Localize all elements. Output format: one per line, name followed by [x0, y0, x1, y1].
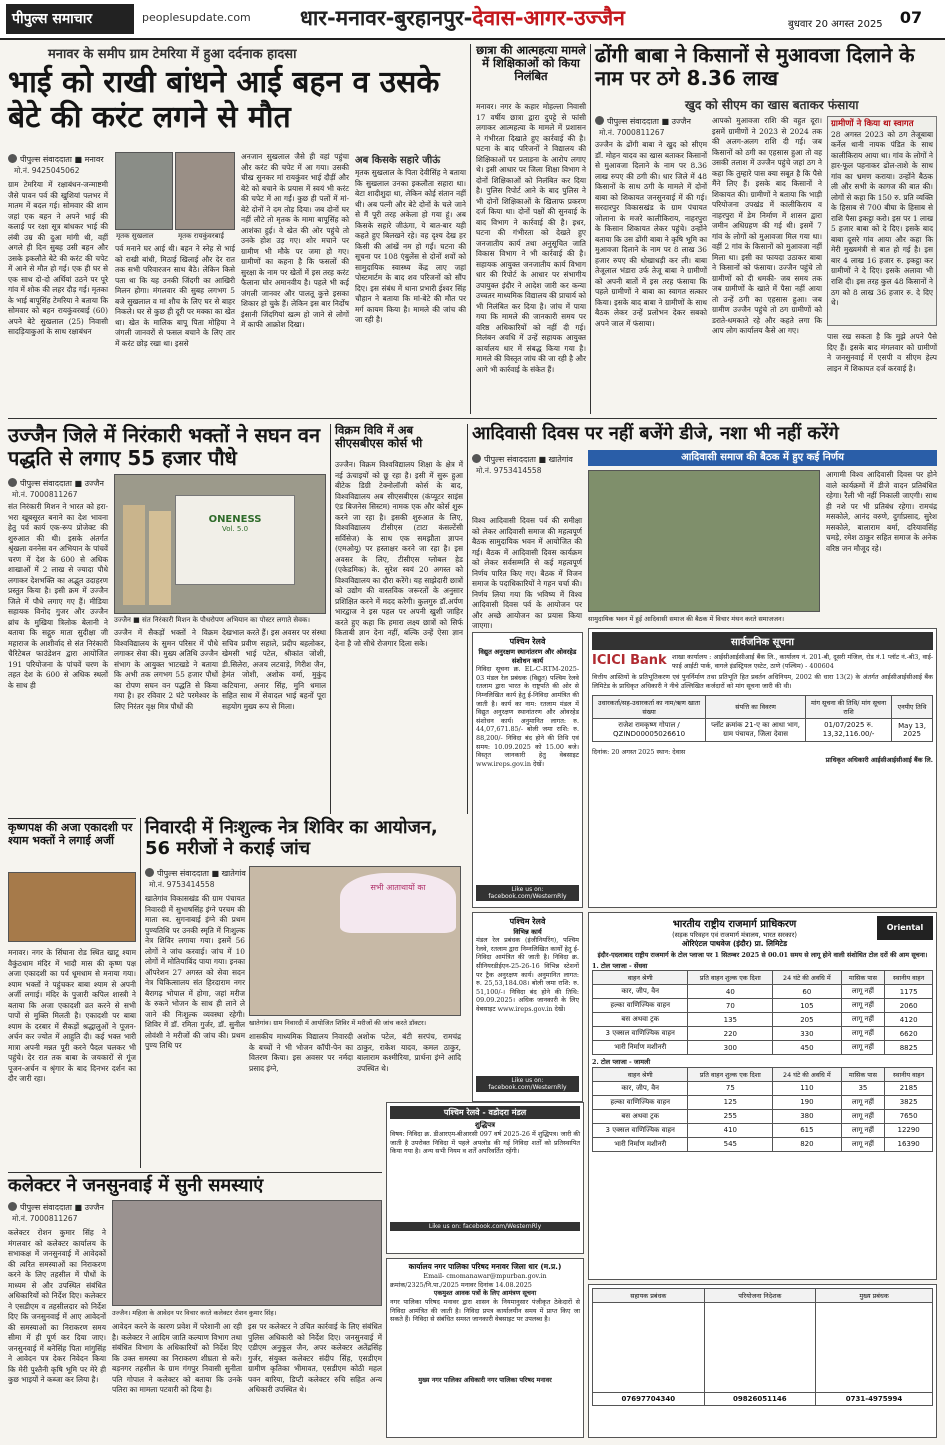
ministry: (सड़क परिवहन एवं राजमार्ग मंत्रालय, भारत सरकार)	[672, 931, 797, 939]
byline: पीपुल्स संवाददाता ■ उज्जैन	[8, 1202, 104, 1213]
story-body: मनावर। नगर के सिंघाना रोड स्थित खाटू श्याम वैकुंठधाम मंदिर में भादौ मास की कृष्ण पक्ष अजा एकादशी का पर्व धूमधाम से मनाया गया। श्याम भक्तों ने पहुंचकर बाबा श्याम से अपनी अर्जी लगाई। मंदिर के पुजारी कपिल शास्त्री ने बताया कि अजा एकादशी व्रत करने से सभी पापों से मुक्ति मिलती है। एकादशी पर बाबा श्याम के दरबार में सैकड़ों श्रद्धालुओं ने पूजन-अर्चन कर ज्योत में आहुति दी। कई भक्त भारी मात्रा अपनी मन्नत पूरी करने पैदल चलकर भी पहुंचे। देर रात तक बाबा के जयकारों से गूंज पूजन-अर्चन व श्रृंगार के बाद दिनभर दर्शन का दौर जारी रहा।	[8, 948, 136, 1084]
table-cell: 8825	[885, 1041, 933, 1055]
notice-body: वित्तीय आस्तियों के प्रतिभूतिकरण एवं पुनर्निर्माण तथा प्रतिभूति हित प्रवर्तन अधिनियम, 2002 की धारा 13(2) के अंतर्गत आईसीआईसीआई बैंक लिमिटेड के प्राधिकृत अधिकारी ने नीचे उल्लिखित कर्जदारों को मांग सूचना जारी की थी।	[592, 673, 933, 690]
hearing-photo	[112, 1200, 382, 1306]
photo-caption: उज्जैन। महिला के आवेदन पर विचार करते कलेक्टर रोशन कुमार सिंह।	[112, 1309, 277, 1317]
contact-phone[interactable]: 0731-4975994	[816, 1393, 933, 1406]
person-figure	[149, 511, 171, 605]
ad-nhai-toll	[588, 912, 937, 1280]
table-cell: 3825	[885, 1095, 933, 1109]
table-cell: लागू नहीं	[841, 1123, 885, 1137]
table-row	[593, 1027, 933, 1041]
story-collector-hearing	[8, 1176, 382, 1438]
toll-notice: इंदौर-एदलाबाद राष्ट्रीय राजमार्ग के टोल प्लाजा पर 1 सितम्बर 2025 से 00.01 समय से लागू होने वाली संशोधित टोल दरों की आम सूचना।	[597, 951, 928, 959]
story-body-col2: आपको मुआवजा राशि की वहुत दूरा। इसमें ग्रामीणों ने 2023 से 2024 तक की अलग-अलग राशि दी गई। जब किसानों को ठगी का एहसास हुआ तो वह उसकी तलाश में उज्जैन पहुंचे जहां ठग ने कहा कि तुम्हारे पास क्या सबूत है कि पैसे मैंने लिए हैं। इसके बाद किसानों ने शिकायत की। ग्रामीणों ने बताया कि भाड़ी परियोजना उपखंड में कालीकिराय व नाहरपुरा में डेम निर्माण में शासन द्वारा जमीन अधिग्रहण की गई थी। इसमें 7 गांव के लोगों को मुआवजा मिल गया था। वहीं 2 गांव के किसानों को मुआवजा नहीं मिला था। इसी का फायदा उठाकर बाबा ने किसानों को फंसाया। उज्जैन पहुंचे तो ग्रामीणों को दी धमकी- जब समय तक जब ग्रामीणों के खाते में पैसा नहीं आया तो उन्हें ठगी का एहसास हुआ। जब ग्रामीण उज्जैन पहुंचे तो ठग ग्रामीणों को डराते-धमकाते रहे और कहते लगा कि आप लोग कार्यालय कैसे आ गए।	[712, 116, 822, 336]
col-header: 24 घंटे की अवधि में	[773, 971, 841, 985]
phone: मो.नं. 9753414558	[476, 466, 542, 475]
table-cell: भारी निर्माण मशीनरी	[593, 1041, 688, 1055]
col-header: स्थानीय वाहन	[885, 971, 933, 985]
story-kicker: मनावर के समीप ग्राम टेमरिया में हुआ दर्दनाक हादसा	[48, 47, 297, 62]
column-divider	[470, 44, 471, 414]
user-icon	[8, 1202, 17, 1211]
table-caption: 2. टोल प्लाजा - जामली	[592, 1058, 651, 1067]
table-row	[593, 1095, 933, 1109]
byline: पीपुल्स संवाददाता ■ उज्जैन	[595, 116, 691, 127]
photo-victim-son	[115, 152, 173, 230]
table-cell: भारी निर्माण मशीनरी	[593, 1137, 688, 1151]
story-banner: आदिवासी समाज की बैठक में हुए कई निर्णय	[588, 450, 937, 466]
table-cell: 40	[688, 985, 773, 999]
user-icon	[8, 478, 17, 487]
table-row: राजेश रामकृष्ण गोपाल / QZIND00005026610 प्लॉट क्रमांक 21-ए का आधा भाग, ग्राम पंचायत, जिला देवास 01/07/2025 रु. 13,32,116.00/- May 13, 2025	[593, 718, 933, 741]
column-divider	[590, 44, 591, 414]
story-body-col2: आवेदन करने के कारण प्रवेश में परेशानी आ रही है। कलेक्टर ने आदिम जाति कल्याण विभाग तथा संबंधित विभाग के अधिकारियों को निर्देश दिए कि उक्त समस्या का निराकरण शीघ्रता से करें। बड़नगर तहसील के ग्राम गंगपुर निवासी सुनीता पति गोपाल ने कलेक्टर को बताया कि उनके पतिरा का मामला पटवारी को दिया है।	[112, 1322, 242, 1395]
story-tribal-day	[472, 423, 937, 631]
photo-caption: मृतक रायकुंवरबाई	[178, 232, 224, 240]
story-headline: निवारदी में निःशुल्क नेत्र शिविर का आयोजन, 56 मरीजों ने कराई जांच	[145, 817, 438, 859]
col-header: मासिक पास	[841, 1067, 885, 1081]
story-headline: आदिवासी दिवस पर नहीं बजेंगे डीजे, नशा भी नहीं करेंगे	[472, 423, 839, 444]
story-body: उज्जैन। विक्रम विश्वविद्यालय शिक्षा के क्षेत्र में नई ऊंचाइयों को छू रहा है। इसी में सुरू हुआ बीटेक डिग्री टेक्नोलॉजी कोर्स के बाद, विश्वविद्यालय अब सीएसबीएस (कंप्यूटर साइंस एंड बिजनेस सिस्टम) नामक एक और कोर्स शुरू करने जा रहा है। इसकी शुरुआत के लिए, विश्वविद्यालय टीसीएस (टाटा कंसल्टेंसी सर्विसेज) के साथ एक समझौता ज्ञापन (एमओयू) पर हस्ताक्षर करने जा रहा है। इस अवसर के लिए, टीसीएस ग्लोबल हेड (एकेडमिक) के. सुरेश स्वयं 20 अगस्त को विश्वविद्यालय का दौरा करेंगे। यह साझेदारी छात्रों को उद्योग की वास्तविक जरूरतों के अनुसार प्रशिक्षित करने में मदद करेगी। कुलगुरु डॉ.अर्पण भारद्वाज ने इस पहल पर अपनी खुशी जाहिर करते हुए कहा कि हमारा लक्ष्य छात्रों को सिर्फ किताबी ज्ञान देना नहीं, बल्कि उन्हें ऐसा ज्ञान देना है जो सीधे रोजगार दिला सके।	[335, 460, 463, 648]
notice-subject: एकमुश्त आवक पत्रों के लिए आमंत्रण सूचना	[433, 1289, 537, 1298]
table-cell: 3 एक्सल वाणिज्यिक वाहन	[593, 1123, 688, 1137]
table-cell: 450	[773, 1041, 841, 1055]
person-figure	[123, 505, 145, 605]
table-row	[593, 1303, 933, 1393]
issue-date: बुधवार 20 अगस्त 2025	[788, 19, 883, 30]
table-row	[593, 999, 933, 1013]
story-body-col1: विश्व आदिवासी दिवस पर्व की समीक्षा को लेकर आदिवासी समाज की महत्वपूर्ण बैठक सामुदायिक भवन में आयोजित की गई। बैठक में आदिवासी दिवस कार्यक्रम को लेकर सर्वसम्मति से कई महत्वपूर्ण निर्णय पारित किए गए। बैठक में विजन समाज के पदाधिकारियों ने गहन चर्चा की। निर्णय लिया गया कि भविष्य में विश्व आदिवासी दिवस पर्व के आयोजन पर और अच्छे आयोजन का प्रयास किया जाएगा।	[472, 516, 582, 631]
notice-table	[592, 695, 933, 742]
section-divider	[8, 1172, 382, 1173]
contact-phone[interactable]: 07697704340	[593, 1393, 705, 1406]
story-body-col3: पास रख सकता है कि मुझे अपने पैसे दिए हैं। इसके बाद मंगलवार को ग्रामीणों ने जनसुनवाई में एसपी व सीएम हेल्प लाइन में शिकायत दर्ज करवाई है।	[827, 332, 937, 373]
table-row	[593, 1123, 933, 1137]
temple-photo	[8, 872, 136, 942]
table-row	[593, 1393, 933, 1406]
user-icon	[145, 868, 154, 877]
photo-caption: खातेगांव। ग्राम निवारदी में आयोजित शिविर में मरीजों की जांच करते डॉक्टर।	[249, 1019, 427, 1027]
story-headline: कलेक्टर ने जनसुनवाई में सुनी समस्याएं	[8, 1175, 264, 1196]
ad-footer[interactable]: Like us on: facebook.com/WesternRly	[476, 1076, 579, 1092]
site-url[interactable]: peoplesupdate.com	[142, 11, 251, 24]
col-header: प्रति वाहन शुल्क एक दिशा	[688, 971, 773, 985]
story-body-col2: शासकीय माध्यमिक विद्यालय निवारदी के बच्चों ने भी भोजन कॉपी-पेन का वितरण किया। इस अवसर पर नर्मदा प्रसाद इंग्ने,	[249, 1032, 353, 1073]
story-plantation	[8, 424, 326, 814]
info-box-title: ग्रामीणों ने किया था स्वागत	[831, 119, 914, 129]
ad-title: पश्चिम रेलवे - वडोदरा मंडल	[390, 1106, 580, 1119]
sub-headline: अब किसके सहारे जीऊं	[355, 155, 441, 166]
table-cell: 300	[688, 1041, 773, 1055]
section-title: धार-मनावर-बुरहानपुर-देवास-आगर-उज्जैन	[300, 6, 625, 30]
eye-camp-photo	[249, 866, 461, 1016]
contact-role: परियोजना निदेशक	[704, 1289, 816, 1303]
table-cell: 380	[773, 1109, 841, 1123]
ad-footer[interactable]: Like us on: facebook.com/WesternRly	[390, 1222, 580, 1231]
photo-caption: मृतक सुखलाल	[116, 232, 154, 240]
story-headline: छात्रा की आत्महत्या मामले में शिक्षिकाओं को किया निलंबित	[476, 43, 586, 84]
ad-subtitle: शुद्धिपत्र	[474, 1121, 495, 1129]
toll-table-1	[592, 970, 933, 1055]
table-cell: लागू नहीं	[841, 985, 885, 999]
banner-text: सभी आताथायों का	[340, 873, 456, 933]
table-cell: 1175	[885, 985, 933, 999]
story-headline: विक्रम विवि में अब सीएसबीएस कोर्स भी	[335, 423, 423, 451]
story-headline: कृष्णपक्ष की अजा एकादशी पर श्याम भक्तों ने लगाई अर्जी	[8, 821, 133, 847]
photo-caption: उज्जैन ■ संत निरंकारी मिशन के पौधरोपण अभियान का पोस्टर लगाते सेवक।	[114, 616, 311, 624]
ad-icici-notice	[588, 628, 937, 908]
table-cell: लागू नहीं	[841, 1013, 885, 1027]
story-body-col1: ग्राम टेमरिया में रक्षाबंधन-जन्माष्टमी जैसे पावन पर्व की खुशियां पलभर में मातम में बदल गई। सोमवार की शाम जहां एक बहन ने अपने भाई की कलाई पर रक्षा सूत्र बांधकर भाई की लंबी उम्र की दुआ मांगी थी, वहीं अगले ही दिन सुबह उसी बहन और उसके इकलौते बेटे की करंट की चपेट में आने से मौत हो गई। एक ही घर से एक साथ दो-दो अर्थियां उठने पर पूरे गांव में शोक की लहर दौड़ गई। मृतका के भाई बापूसिंह टेमरिया ने बताया कि सोमवार को बहन रायकुंवरबाई (60) अपने बेटे सुखलाल (25) निवासी सादड़ियाकुआं के साथ रक्षाबंधन	[8, 180, 108, 337]
table-cell: 75	[688, 1081, 773, 1095]
table-cell: 105	[773, 999, 841, 1013]
table-row	[593, 985, 933, 999]
table-cell: कार, जीप, वैन	[593, 985, 688, 999]
col-header: संपत्ति का विवरण	[706, 695, 806, 718]
table-cell: 35	[841, 1081, 885, 1095]
story-current-accident	[8, 44, 466, 414]
story-university	[335, 424, 463, 794]
table-cell: 60	[773, 985, 841, 999]
table-row	[593, 1137, 933, 1151]
ad-body: विषय: निविदा क्र. डीआरएम-बीआरसी 097 वर्ष 2025-26 में शुद्धिपत्र। जारी की जाती है उपरोक्त निविदा में पहले अपलोड की गई निविदा शर्तों को प्रतिस्थापित किया गया है। अन्य सभी नियम व शर्तें अपरिवर्तित रहेंगी।	[390, 1130, 580, 1156]
col-header: 24 घंटे की अवधि में	[773, 1067, 841, 1081]
ad-nhai-contacts	[588, 1284, 937, 1438]
table-cell: बस अथवा ट्रक	[593, 1109, 688, 1123]
table-cell: 2060	[885, 999, 933, 1013]
story-body-col2: उज्जैन में सैकड़ों भक्तों ने विक्रम विश्वविद्यालय के सुमन परिसर में पौधे लगाकर सेवा की। मुख्य अतिथि उज्जैन संभाग के आयुक्त भाटखडे ने बताया कि अभी तक लगभग 55 हजार पौधों का रोपण सघन वन पद्धति से किया गया है। हर रविवार 2 घंटे परमेश्वर के लिए निरंतर वृक्ष मित्र पौधों की	[114, 628, 218, 711]
table-cell: 7650	[885, 1109, 933, 1123]
ad-title: भारतीय राष्ट्रीय राजमार्ग प्राधिकरण	[672, 919, 797, 930]
ad-body: मंडल रेल प्रबंधक (इंजीनियरिंग), पश्चिम रेलवे, रतलाम द्वारा निम्नलिखित कार्यों हेतु ई-निविदा आमंत्रित की जाती है। निविदा क्र. सीनियरडीईएन-25-26-16 विभिन्न स्टेशनों पर ट्रैक अनुरक्षण कार्य। अनुमानित लागत: रु. 25,53,184.08। बोली जमा राशि: रु. 51,100/-। निविदा बंद होने की तिथि: 09.09.2025। अधिक जानकारी के लिए वेबसाइट www.ireps.gov.in देखें।	[476, 936, 579, 1014]
contact-phone[interactable]: 09826051146	[704, 1393, 816, 1406]
ad-western-railway-2	[472, 912, 583, 1102]
byline: पीपुल्स संवाददाता ■ खातेगांव	[145, 868, 246, 879]
story-body: मनावर। नगर के कहार मोहल्ला निवासी 17 वर्षीय छात्रा द्वारा दुपट्टे से फांसी लगाकर आत्महत्या के मामले में प्रशासन ने गंभीरता दिखाते हुए कार्रवाई की है। घटना के बाद परिजनों ने विद्यालय की शिक्षिकाओं पर प्रताड़ना के आरोप लगाए थे। इसी आधार पर जिला शिक्षा विभाग ने दोनों शिक्षिकाओं को निलंबित कर दिया है। पुलिस रिपोर्ट आने के बाद पुलिस ने भी दोनों शिक्षिकाओं के खिलाफ प्रकरण दर्ज किया था। दोनों पक्षों की सुनवाई के बाद विभाग ने कार्रवाई की है। इधर, घटना की गंभीरता को देखते हुए जनजातीय कार्य तथा अनुसूचित जाति विकास विभाग ने भी कार्रवाई की है। सहायक आयुक्त जनजातीय कार्य विभाग धार की रिपोर्ट के आधार पर संभागीय उपायुक्त इंदौर ने आदेश जारी कर कन्या उच्चतर माध्यमिक विद्यालय की प्राचार्य को भी निलंबित कर दिया है। जांच में पाया गया कि मामले की जानकारी समय पर वरिष्ठ अधिकारियों को नहीं दी गई। निलंबन अवधि में उन्हें सहायक आयुक्त कार्यालय धार में संबद्ध किया गया है। मामले की विस्तृत जांच की जा रही है और आगे भी कार्रवाई के संकेत हैं।	[476, 102, 587, 374]
col-header: मांग सूचना की तिथि/ मांग सूचना राशि	[806, 695, 892, 718]
poster-subtitle: Vol. 5.0	[221, 525, 249, 533]
table-cell: 615	[773, 1123, 841, 1137]
table-row	[593, 1081, 933, 1095]
page-number: 07	[899, 8, 923, 27]
phone: मो.नं. 7000811267	[12, 490, 78, 499]
notice-signatory: मुख्य नगर पालिका अधिकारी नगर पालिका परिषद मनावर	[418, 1375, 552, 1384]
table-cell: 12290	[885, 1123, 933, 1137]
poster-title: ONENESS	[208, 514, 262, 525]
ad-title: पश्चिम रेलवे	[509, 917, 546, 926]
ad-baroda-division	[386, 1102, 584, 1254]
ad-title: पश्चिम रेलवे	[509, 637, 546, 646]
table-caption: 1. टोल प्लाजा - सेंधवा	[592, 961, 648, 970]
story-body-col2: आगामी विश्व आदिवासी दिवस पर होने वाले कार्यक्रमों में डीजे वादन प्रतिबंधित रहेगा। रैली भी नहीं निकाली जाएगी। साथ ही नशे पर भी प्रतिबंध रहेगा। रामचंद्र मसकोले, आनंद वरुणे, दुर्गाप्रसाद, सुरेश मसकोले, बालाराम बर्मा, दरियावसिंह चमड़े, रमेश ठाकुर सहित समाज के अनेक वरिष्ठ जन मौजूद रहे।	[826, 470, 937, 553]
byline: पीपुल्स संवाददाता ■ उज्जैन	[8, 478, 104, 489]
photo-caption: सामुदायिक भवन में हुई आदिवासी समाज की बैठक में विचार मंथन करते समाजजन।	[588, 615, 785, 623]
col-header: उधारकर्ता/सह-उधारकर्ता का नाम/ऋण खाता संख्या	[593, 695, 706, 718]
story-body-col3: अनजान सुखलाल जैसे ही वहां पहुंचा और करंट की चपेट में आ गया। उसकी चीख सुनकर मां रायकुंवर भाई दौड़ीं और बेटे को बचाने के प्रयास में स्वयं भी करंट की चपेट में आ गईं। कुछ ही पलों में मां-बेटे दोनों ने दम तोड़ दिया। जब दोनों घर नहीं लौटे तो मृतक के मामा बापूसिंह को आशंका हुई। वे खेत की ओर पहुंचे तो उनके होश उड़ गए। शोर मचाने पर ग्रामीण भी मौके पर जमा हो गए। ग्रामीणों का कहना है कि फसलों की सुरक्षा के नाम पर खेतों में इस तरह करंट फैलाना घोर अमानवीय है। पहले भी कई जंगली जानवर और पालतू कुत्ते इसका शिकार हो चुके हैं। लेकिन इस बार निर्दोष इंसानी जिंदगियां खत्म हो जाने से लोगों में काफी आक्रोश दिखा।	[241, 152, 349, 330]
newspaper-logo: पीपुल्स समाचार	[6, 4, 134, 34]
col-header: प्रति वाहन शुल्क एक दिशा	[688, 1067, 773, 1081]
poster	[175, 495, 295, 585]
table-cell: कार, जीप, वैन	[593, 1081, 688, 1095]
notice-body: नगर पालिका परिषद मनावर द्वारा शासन के नियमानुसार पंजीकृत ठेकेदारों से निविदा आमंत्रित की जाती है। निविदा प्रपत्र कार्यालयीन समय में प्राप्त किए जा सकते हैं। निविदा से संबंधित समस्त जानकारी वेबसाइट पर उपलब्ध है।	[390, 1297, 580, 1324]
contact: Email- cmomanawar@mpurban.gov.in	[423, 1272, 547, 1280]
story-headline: ढोंगी बाबा ने किसानों से मुआवजा दिलाने के नाम पर ठगे 8.36 लाख	[595, 43, 915, 90]
masthead	[0, 0, 945, 40]
table-cell: बस अथवा ट्रक	[593, 1013, 688, 1027]
col-header: एनपीए तिथि	[892, 695, 933, 718]
table-cell: 70	[688, 999, 773, 1013]
phone: मो.नं. 9753414558	[149, 880, 215, 889]
ad-title: कार्यालय नगर पालिका परिषद मनावर जिला धार (म.प्र.)	[408, 1262, 562, 1271]
byline: पीपुल्स संवाददाता ■ खातेगांव	[472, 454, 573, 465]
phone: मो.नं. 9425045062	[14, 166, 80, 175]
table-cell: 220	[688, 1027, 773, 1041]
section-divider	[8, 818, 136, 819]
info-box-body: 28 अगस्त 2023 को ठग तेजूबाबा कर्नेल थानी नायक पंडित के साथ कालीकिराय आया था। गांव के लोगों ने हार-फूल पहनाकर ढोल-ताशे के साथ गांव का भ्रमण कराया। उन्होंने बैठक ली और सभी के कागज की बात की। लोगों से कहा कि 150 रु. प्रति व्यक्ति के हिसाब से 700 बीघा के हिसाब से राशि पैसा इकट्ठा करो। इस पर 1 लाख 5 हजार बाबा को दे दिए। इसके बाद बाबा दूसरे गांव आया और कहा कि मेरी मुख्यमंत्री से बात हो गई है। इस बार 4 लाख 16 हजार रु. इकट्ठा कर ग्रामीणों ने दे दिए। इसके अलावा भी राशि दी। इस तरह कुल 48 किसानों ने ठग को 8 लाख 36 हजार रु. दे दिए थे।	[831, 129, 933, 308]
table-cell: लागू नहीं	[841, 1137, 885, 1151]
contacts-table	[592, 1288, 933, 1406]
user-icon	[8, 154, 17, 163]
story-subhead: खुद को सीएम का खास बताकर फंसाया	[685, 98, 859, 112]
table-cell: 190	[773, 1095, 841, 1109]
company-logo: Oriental	[877, 916, 933, 940]
story-body-col2: पर्व मनाने घर आई थी। बहन ने स्नेह से भाई को राखी बांधी, मिठाई खिलाई और देर रात तक सभी परिवारजन साथ बैठे। लेकिन किसे पता था कि यह उनकी जिंदगी का आखिरी मिलन होगा। मंगलवार की सुबह लगभग 5 बजे सुखलाल व मां शौच के लिए घर से बाहर निकले। घर से कुछ ही दूरी पर मक्का का खेत था। खेत के मालिक बापू पिता मोहिया ने जंगली जानवरों से फसल बचाने के लिए तार में करंट छोड़ रखा था। इससे	[115, 244, 235, 348]
story-body-col3: इस पर कलेक्टर ने उचित कार्रवाई के लिए संबंधित पुलिस अधिकारी को निर्देश दिए। जनसुनवाई में एडीएम अनुकूल जैन, अपर कलेक्टर अतेंद्रसिंह गुर्जर, संयुक्त कलेक्टर संदीप सिंह, एसडीएम ग्रामीण कृतिका भीमावत, एसडीएम कोठी महल पवन बारिया, डिप्टी कलेक्टर रुचि सहित अन्य अधिकारी उपस्थित थे।	[248, 1322, 382, 1395]
table-cell: 125	[688, 1095, 773, 1109]
table-cell: 410	[688, 1123, 773, 1137]
story-headline: भाई को राखी बांधने आई बहन व उसके बेटे की करंट लगने से मौत	[8, 65, 440, 135]
table-cell: 3 एक्सल वाणिज्यिक वाहन	[593, 1027, 688, 1041]
contact-role: सहायक प्रबंधक	[593, 1289, 705, 1303]
table-row	[593, 1041, 933, 1055]
notice-signatory: प्राधिकृत अधिकारी आईसीआईसीआई बैंक लि.	[825, 756, 933, 765]
bank-logo: ICICI Bank	[592, 653, 667, 668]
table-cell: 16390	[885, 1137, 933, 1151]
meeting-photo	[588, 470, 820, 612]
table-cell: 2185	[885, 1081, 933, 1095]
story-body-col4: मृतक सुखलाल के पिता देवीसिंह ने बताया कि सुखलाल उनका इकलौता सहारा था। बेटा शादीशुदा था, लेकिन कोई संतान नहीं थी। अब पत्नी और बेटे दोनों के चले जाने से मैं पूरी तरह अकेला हो गया हूं। अब किसके सहारे जीऊंगा, ये बात-बार यही कहते हुए बिलखने रहे। वह दृश्य देख हर किसी की आंखें नम हो गईं। घटना की सूचना पर 108 एंबुलेंस से दोनों शवों को सामुदायिक स्वास्थ्य केंद्र लाए जहां पोस्टमार्टम के बाद शव परिजनों को सौंप दिए। इस संबंध में थाना प्रभारी ईश्वर सिंह चौहान ने बताया कि मां-बेटे की मौत पर मर्ग कायम किया है। मामले की जांच की जा रही है।	[355, 168, 466, 325]
table-cell: लागू नहीं	[841, 1027, 885, 1041]
story-body-col1: उज्जैन के ढोंगी बाबा ने खुद को सीएम डॉ. मोहन यादव का खास बताकर किसानों से मुआवजा दिलाने के नाम पर 8.36 लाख रुपए की ठगी की। धार जिले में 48 किसानों के साथ ठगी के मामले में दोनों बाबा को शिकायत जनसुनवाई में की गई। सरदारपुर विकासखंड के ग्राम पंचायत जोलाना के मजरे कालीकिराय, नाहरपुरा के किसान शिकायत लेकर पहुंचे। उन्होंने बताया कि उस ढोंगी बाबा ने कृषि भूमि का मुआवजा दिलाने के नाम पर 8 लाख 36 हजार रुपए की धोखाधड़ी कर ली। बाबा तेजूलाल भंडारा उर्फ तेजू बाबा ने ग्रामीणों को अपनी बातों में इस तरह फंसाया कि पहले ग्रामीणों ने बाबा का स्वागत सत्कार किया। इसके बाद बाबा ने ग्रामीणों के साथ बैठक लेकर उन्हें प्रलोभन देकर सबको अपने जाल में फंसाया।	[595, 140, 707, 328]
table-cell: 255	[688, 1109, 773, 1123]
table-cell: लागू नहीं	[841, 1095, 885, 1109]
table-cell: 205	[773, 1013, 841, 1027]
col-header: वाहन श्रेणी	[593, 1067, 688, 1081]
table-cell: 820	[773, 1137, 841, 1151]
col-header: मासिक पास	[841, 971, 885, 985]
table-cell: हल्का वाणिज्यिक वाहन	[593, 999, 688, 1013]
section-divider	[8, 418, 937, 419]
story-fraud-baba	[595, 44, 937, 414]
story-headline: उज्जैन जिले में निरंकारी भक्तों ने सघन वन पद्धति से लगाए 55 हजार पौधे	[8, 423, 321, 470]
contact-role: मुख्य प्रबंधक	[816, 1289, 933, 1303]
ad-municipal-notice	[386, 1258, 584, 1438]
table-cell: 110	[773, 1081, 841, 1095]
table-row	[593, 1013, 933, 1027]
plantation-photo	[114, 474, 326, 614]
phone: मो.नं. 7000811267	[599, 128, 665, 137]
col-header: स्थानीय वाहन	[885, 1067, 933, 1081]
table-cell: 6620	[885, 1027, 933, 1041]
story-body-col1: संत निरंकारी मिशन ने भारत को हरा-भरा खूबसूरत बनाने का देश भावना हेतु पर्व कार्य एक-रूप प्रोजेक्ट की शुरुआत की थी। इसके अंतर्गत श्रृंखला वननेस वन अभियान के पांचवें चरण में देश के 600 से अधिक शाखाओं में 2 लाख से ज्यादा पौधे लगाकर देशभक्ति का अद्भुत उदाहरण प्रस्तुत किया है। इसी क्रम में उज्जैन जिले में पौधे लगाए गए हैं। मीडिया सहायक विनोद गुजर और उज्जैन ब्रांच के मुखिया त्रिलोक बेलानी ने बताया कि सद्गुरु माता सुदीक्षा जी महाराज के आशीर्वाद से संत निरंकारी चैरिटेबल फाउंडेशन द्वारा आयोजित 191 परियोजना के पांचवें चरण के तहत देश के 600 से अधिक स्थलों के साथ ही	[8, 502, 108, 690]
column-divider	[330, 424, 331, 814]
ad-western-railway-1	[472, 632, 583, 908]
table-cell: हल्का वाणिज्यिक वाहन	[593, 1095, 688, 1109]
table-row	[593, 1109, 933, 1123]
phone: मो.नं. 7000811267	[12, 1214, 78, 1223]
toll-table-2	[592, 1067, 933, 1152]
table-cell: 135	[688, 1013, 773, 1027]
column-divider	[140, 818, 141, 1168]
table-cell: 545	[688, 1137, 773, 1151]
table-cell: लागू नहीं	[841, 1109, 885, 1123]
notice-title: सार्वजनिक सूचना	[592, 632, 933, 650]
user-icon	[595, 116, 604, 125]
photo-victim-mother	[175, 152, 235, 230]
story-body-col3: अशोक पटेल, बंटी सरपंच, रामचंद्र ठाकुर, राकेश यादव, कमल ठाकुर, बालाराम कश्मीरिया, प्रार्थना इंग्ने आदि उपस्थित थे।	[357, 1032, 461, 1073]
table-cell: लागू नहीं	[841, 1041, 885, 1055]
table-cell: 4120	[885, 1013, 933, 1027]
story-body-col3: देखभाल करते हैं। इस अवसर पर संस्था सचिव प्रवीण सहाले, प्रदीप बहलोकर, खेमसी भाई पटेल, श्रीकांत जोशी, डी.सिलेरा, अजय लटवाड़े, गिरीश जैन, हेमंत जोशी, अशोक वर्मा, मुकुंद कटियाना, अनार सिंह, मुनि धमाल सहित साथ में सेवादल भाई बहनों पूरा सहयोग मुख्य रूप से मिला।	[222, 628, 326, 711]
notice-date-place: दिनांक: 20 अगस्त 2025 स्थान: देवास	[592, 747, 686, 756]
column-divider	[467, 424, 468, 814]
story-ekadashi	[8, 822, 136, 1167]
story-suspension	[476, 44, 586, 414]
story-body-col1: खातेगांव विकासखंड की ग्राम पंचायत निवारदी में सुभाषसिंह इंग्ने परचम की माता स्व. सुगनाबाई इंग्ने की प्रथम पुण्यतिथि पर उनकी स्मृति में निःशुल्क नेत्र शिविर लगाया गया। इसमें 56 लोगों ने जांच करवाई। जांच में 10 लोगों में मोतियाबिंद पाया गया। इनका ऑपरेशन 27 अगस्त को सेवा सदन नेत्र चिकित्सालय संत हिरदाराम नगर बैरागढ़ भोपाल में होगा, जहां मरीज के रुकने भोजन के साथ ही लाने ले जाने की निःशुल्क व्यवस्था रहेगी। शिविर में डॉ. रमिता गुर्जर, डॉ. सुनील लोवंशी ने मरीजों की जांच की। प्रथम पुण्य तिथि पर	[145, 894, 245, 1051]
ad-subtitle: विभिन्न कार्य	[513, 928, 542, 936]
ad-footer[interactable]: Like us on: facebook.com/WesternRly	[476, 885, 579, 901]
byline: पीपुल्स संवाददाता ■ मनावर	[8, 154, 104, 165]
company: ओरिएंटल पाथवेज (इंदौर) प्रा. लिमिटेड	[681, 939, 788, 948]
user-icon	[472, 454, 481, 463]
table-cell: 330	[773, 1027, 841, 1041]
bank-address: शाखा कार्यालय : आईसीआईसीआई बैंक लि., कार्यालय नं. 201-बी, दूसरी मंजिल, रोड नं.1 प्लॉट नं.-बी3, वाई-फाई आईटी पार्क, वागले इंडस्ट्रियल एस्टेट, ठाणे (पश्चिम) - 400604	[672, 653, 933, 670]
ad-subtitle: विद्युत अनुरक्षण स्थानांतरण और ओवरहेड संशोधन कार्य	[478, 648, 577, 665]
col-header: वाहन श्रेणी	[593, 971, 688, 985]
notice-no: क्रमांक/2325/नि.पा./2025 मनावर दिनांक 14.08.2025	[390, 1280, 532, 1289]
info-box	[827, 116, 937, 326]
story-body-col1: कलेक्टर रोशन कुमार सिंह ने मंगलवार को कलेक्टर कार्यालय के सभाकक्ष में जनसुनवाई में आवेदकों की त्वरित समस्याओं का निराकरण करने के लिए तहसील में पौधों के माध्यम से और उपस्थित संबंधित अधिकारियों को निर्देश दिए। कलेक्टर ने एसडीएम व तहसीलदार को निर्देश दिए कि जनसुनवाई में आए आवेदनों की समस्याओं का निराकरण समय सीमा में ही पूर्ण कर दिया जाए। जनसुनवाई में बनेसिंह पिता मांगुसिंह ने आवेदन पत्र देकर निवेदन किया कि मेरी पुश्तैनी कृषि भूमि पर मेरे ही कुछ भाइयों ने कब्जा कर लिया है।	[8, 1228, 106, 1385]
table-cell: लागू नहीं	[841, 999, 885, 1013]
ad-body: निविदा सूचना क्र. EL-C-RTM-2025-03 मंडल रेल प्रबंधक (विद्युत) पश्चिम रेलवे रतलाम द्वारा भारत के राष्ट्रपति की ओर से निम्नलिखित कार्य हेतु ई-निविदा आमंत्रित की जाती है। कार्य का नाम: रतलाम मंडल में विद्युत अनुरक्षण स्थानांतरण और ओवरहेड संशोधन कार्य। अनुमानित लागत: रु. 44,07,671.85/- बोली जमा राशि: रु. 88,200/- निविदा बंद होने की तिथि एवं समय: 10.09.2025 को 15.00 बजे। विस्तृत जानकारी हेतु वेबसाइट www.ireps.gov.in देखें।	[476, 665, 579, 769]
